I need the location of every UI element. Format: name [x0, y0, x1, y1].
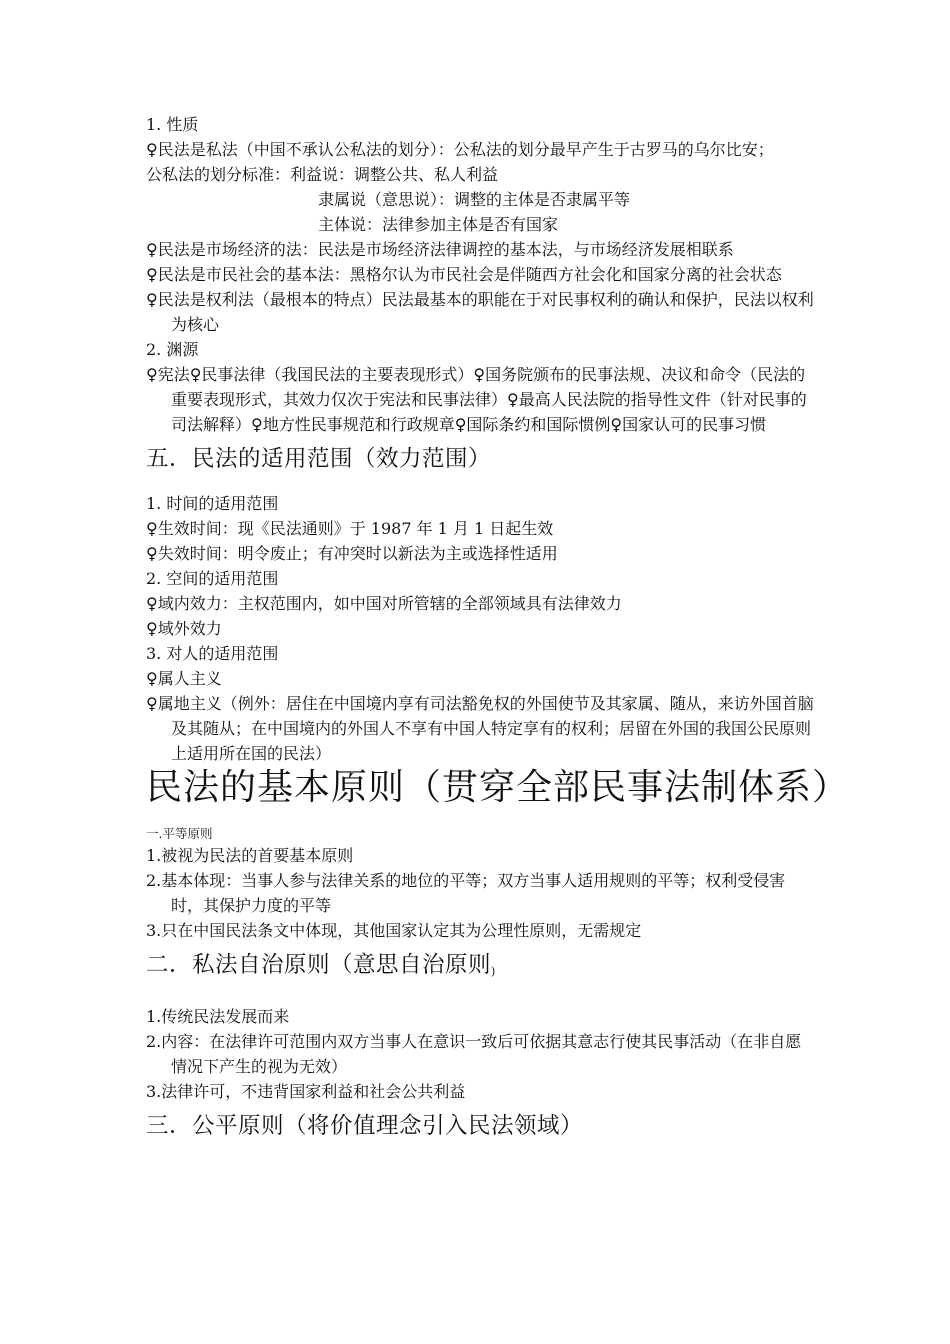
equality-title: 一.平等原则 [146, 826, 213, 841]
division-standard-interest: 公私法的划分标准：利益说：调整公共、私人利益 [146, 165, 499, 184]
time-scope-expiry: ♀失效时间：明令废止；有冲突时以新法为主或选择性适用 [146, 544, 558, 563]
division-standard-subject: 主体说：法律参加主体是否有国家 [318, 215, 559, 234]
equality-point-3: 3.只在中国民法条文中体现，其他国家认定其为公理性原则，无需规定 [146, 921, 642, 940]
nature-point-rights-law: ♀民法是权利法（最根本的特点）民法最基本的职能在于对民事权利的确认和保护，民法以权利为核心 [146, 290, 814, 334]
autonomy-heading-text: 二．私法自治原则（意思自治原则 [146, 952, 492, 978]
autonomy-point-2: 2.内容：在法律许可范围内双方当事人在意识一致后可依据其意志行使其民事活动（在非自愿情况下产生的视为无效） [146, 1032, 802, 1076]
division-standard-subordination: 隶属说（意思说）：调整的主体是否隶属平等 [318, 190, 631, 209]
scope-heading: 五．民法的适用范围（效力范围） [146, 446, 492, 472]
time-scope-title: 1. 时间的适用范围 [146, 494, 279, 513]
principles-heading: 民法的基本原则（贯穿全部民事法制体系） [146, 767, 850, 808]
autonomy-heading [146, 947, 816, 990]
source-title: 2. 渊源 [146, 340, 199, 359]
space-scope-title: 2. 空间的适用范围 [146, 569, 279, 588]
person-scope-title: 3. 对人的适用范围 [146, 644, 279, 663]
space-scope-domestic: ♀域内效力：主权范围内，如中国对所管辖的全部领域具有法律效力 [146, 594, 622, 613]
person-scope-territorial: ♀属地主义（例外：居住在中国境内享有司法豁免权的外国使节及其家属、随从，来访外国首脑及其随从；在中国境内的外国人不享有中国人特定享有的权利；居留在外国的我国公民原则上适用所在国的民法） [146, 694, 814, 763]
source-list: ♀宪法♀民事法律（我国民法的主要表现形式）♀国务院颁布的民事法规、决议和命令（民法的重要表现形式，其效力仅次于宪法和民事法律）♀最高人民法院的指导性文件（针对民事的司法解释）♀地方性民事规范和行政规章♀国际条约和国际惯例♀国家认可的民事习惯 [146, 365, 807, 434]
space-scope-extraterritorial: ♀域外效力 [146, 619, 222, 638]
autonomy-point-1: 1.传统民法发展而来 [146, 1007, 290, 1026]
fairness-heading: 三．公平原则（将价值理念引入民法领域） [146, 1113, 584, 1139]
nature-title: 1. 性质 [146, 115, 199, 134]
time-scope-effective: ♀生效时间：现《民法通则》于 1987 年 1 月 1 日起生效 [146, 519, 554, 538]
nature-point-market-economy: ♀民法是市场经济的法：民法是市场经济法律调控的基本法，与市场经济发展相联系 [146, 240, 734, 259]
autonomy-point-3: 3.法律许可，不违背国家利益和社会公共利益 [146, 1082, 466, 1101]
document-body [146, 112, 850, 1158]
equality-point-1: 1.被视为民法的首要基本原则 [146, 846, 354, 865]
nature-point-civil-society: ♀民法是市民社会的基本法：黑格尔认为市民社会是伴随西方社会化和国家分离的社会状态 [146, 265, 782, 284]
autonomy-heading-close: ) [491, 965, 496, 978]
nature-point-private-law: ♀民法是私法（中国不承认公私法的划分）：公私法的划分最早产生于古罗马的乌尔比安； [146, 140, 774, 159]
equality-point-2: 2.基本体现：当事人参与法律关系的地位的平等；双方当事人适用规则的平等；权利受侵害时，其保护力度的平等 [146, 871, 786, 915]
person-scope-nationality: ♀属人主义 [146, 669, 222, 688]
